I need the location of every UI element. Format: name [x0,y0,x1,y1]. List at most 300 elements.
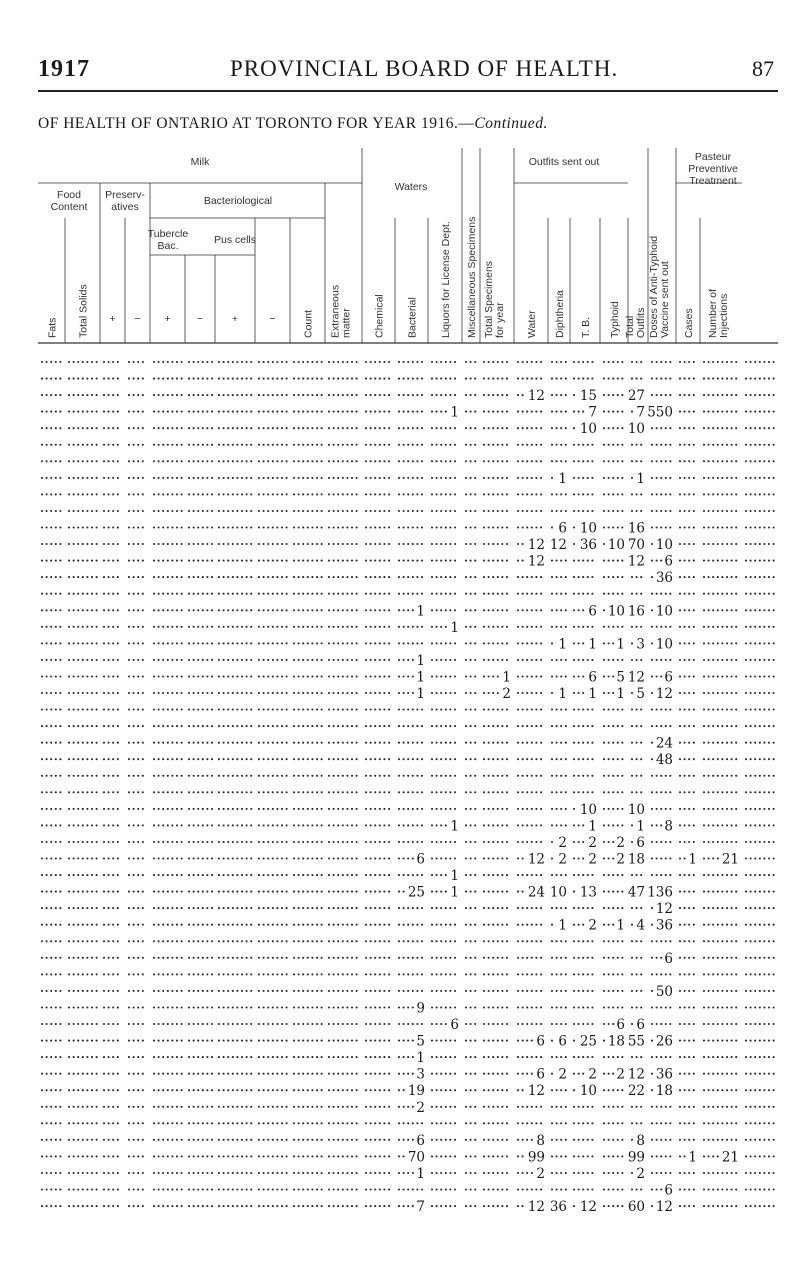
leader-dot [267,891,269,893]
leader-dot [383,857,385,859]
leader-dot [454,576,456,578]
leader-dot [82,924,84,926]
leader-dot [560,808,562,810]
leader-dot [68,675,70,677]
leader-dot [759,874,761,876]
leader-dot [374,427,376,429]
leader-dot [731,758,733,760]
leader-dot [374,742,376,744]
leader-dot [531,725,533,727]
leader-dot [656,857,658,859]
leader-dot [608,874,610,876]
leader-dot [684,692,686,694]
leader-dot [754,692,756,694]
leader-dot [351,543,353,545]
leader-dot [684,576,686,578]
leader-dot [660,394,662,396]
leader-dot [193,543,195,545]
leader-dot [342,742,344,744]
leader-dot [286,526,288,528]
leader-dot [181,609,183,611]
group-bacteriological: Bacteriological [203,195,273,207]
leader-dot [506,940,508,942]
leader-dot [582,708,584,710]
leader-dot [636,593,638,595]
leader-dot [206,708,208,710]
leader-dot [158,808,160,810]
leader-dot [158,973,160,975]
leader-dot [617,874,619,876]
leader-dot [112,493,114,495]
leader-dot [517,758,519,760]
leader-dot [202,560,204,562]
leader-dot [578,576,580,578]
leader-dot [403,708,405,710]
leader-dot [501,642,503,644]
leader-dot [421,526,423,528]
leader-dot [91,725,93,727]
leader-dot [321,609,323,611]
leader-dot [656,394,658,396]
leader-dot [158,742,160,744]
leader-dot [307,626,309,628]
leader-dot [302,411,304,413]
leader-dot [298,973,300,975]
leader-dot [416,444,418,446]
leader-dot [436,394,438,396]
leader-dot [293,394,295,396]
leader-dot [137,692,139,694]
leader-dot [286,444,288,446]
leader-dot [754,791,756,793]
leader-dot [492,609,494,611]
leader-dot [383,973,385,975]
leader-dot [241,775,243,777]
leader-dot [117,444,119,446]
leader-dot [137,742,139,744]
leader-dot [578,841,580,843]
leader-dot [202,526,204,528]
leader-dot [267,675,269,677]
leader-dot [263,808,265,810]
leader-dot [293,526,295,528]
leader-dot [506,411,508,413]
leader-dot [445,427,447,429]
leader-dot [522,543,524,545]
leader-dot [526,907,528,909]
leader-dot [735,526,737,528]
leader-dot [745,626,747,628]
leader-dot [167,626,169,628]
leader-dot [328,940,330,942]
leader-dot [679,411,681,413]
leader-dot [108,708,110,710]
leader-dot [227,725,229,727]
leader-dot [46,609,48,611]
leader-dot [68,725,70,727]
leader-dot [176,427,178,429]
leader-dot [416,874,418,876]
leader-dot [560,874,562,876]
leader-dot [193,477,195,479]
leader-dot [91,361,93,363]
leader-dot [703,841,705,843]
leader-dot [759,477,761,479]
leader-dot [726,907,728,909]
leader-dot [501,378,503,380]
leader-dot [421,642,423,644]
leader-dot [162,924,164,926]
leader-dot [82,940,84,942]
leader-dot [556,427,558,429]
leader-dot [763,378,765,380]
leader-dot [321,725,323,727]
leader-dot [153,411,155,413]
leader-dot [133,444,135,446]
leader-dot [158,659,160,661]
leader-dot [142,808,144,810]
leader-dot [535,626,537,628]
leader-dot [398,576,400,578]
leader-dot [556,824,558,826]
leader-dot [398,560,400,562]
leader-dot [41,808,43,810]
leader-dot [735,659,737,661]
leader-dot [316,775,318,777]
leader-dot [735,576,737,578]
leader-dot [591,510,593,512]
leader-dot [55,427,57,429]
leader-dot [356,593,358,595]
leader-dot [103,973,105,975]
leader-dot [167,758,169,760]
leader-dot [440,791,442,793]
leader-dot [474,493,476,495]
leader-dot [82,775,84,777]
leader-dot [449,361,451,363]
leader-dot [522,411,524,413]
leader-dot [328,675,330,677]
leader-dot [416,808,418,810]
leader-dot [388,411,390,413]
leader-dot [587,708,589,710]
leader-dot [474,411,476,413]
leader-dot [158,841,160,843]
leader-dot [46,477,48,479]
leader-dot [272,593,274,595]
leader-dot [551,642,553,644]
leader-dot [684,957,686,959]
leader-dot [108,361,110,363]
leader-dot [91,576,93,578]
leader-dot [370,957,372,959]
leader-dot [449,543,451,545]
leader-dot [117,957,119,959]
leader-dot [77,642,79,644]
leader-dot [302,824,304,826]
leader-dot [128,609,130,611]
leader-dot [232,543,234,545]
leader-dot [517,775,519,777]
leader-dot [617,593,619,595]
leader-dot [158,609,160,611]
leader-dot [46,692,48,694]
leader-dot [773,824,775,826]
leader-dot [197,642,199,644]
leader-dot [227,576,229,578]
leader-dot [636,659,638,661]
leader-dot [96,576,98,578]
leader-dot [316,510,318,512]
leader-dot [708,692,710,694]
leader-dot [307,477,309,479]
leader-dot [617,460,619,462]
leader-dot [272,510,274,512]
leader-dot [181,593,183,595]
leader-dot [497,394,499,396]
leader-dot [582,411,584,413]
leader-dot [108,874,110,876]
leader-dot [612,824,614,826]
leader-dot [492,725,494,727]
leader-dot [449,857,451,859]
leader-dot [197,907,199,909]
leader-dot [660,361,662,363]
leader-dot [298,560,300,562]
leader-dot [77,824,79,826]
leader-dot [176,742,178,744]
leader-dot [560,907,562,909]
leader-dot [603,775,605,777]
leader-dot [412,626,414,628]
leader-dot [55,808,57,810]
leader-dot [497,626,499,628]
leader-dot [578,924,580,926]
leader-dot [246,708,248,710]
leader-dot [337,874,339,876]
leader-dot [223,510,225,512]
leader-dot [46,940,48,942]
leader-dot [293,940,295,942]
leader-dot [218,361,220,363]
leader-dot [250,493,252,495]
leader-dot [246,444,248,446]
leader-dot [731,775,733,777]
leader-dot [356,361,358,363]
leader-dot [206,857,208,859]
leader-dot [346,675,348,677]
leader-dot [587,361,589,363]
leader-dot [768,609,770,611]
leader-dot [436,626,438,628]
leader-dot [82,725,84,727]
leader-dot [117,791,119,793]
leader-dot [383,692,385,694]
leader-dot [759,543,761,545]
leader-dot [286,973,288,975]
leader-dot [258,427,260,429]
leader-dot [250,907,252,909]
leader-dot [531,411,533,413]
leader-dot [272,907,274,909]
leader-dot [302,493,304,495]
leader-dot [202,725,204,727]
leader-dot [41,526,43,528]
leader-dot [167,791,169,793]
leader-dot [763,642,765,644]
page-number: 87 [752,56,774,81]
leader-dot [55,543,57,545]
leader-dot [551,791,553,793]
leader-dot [651,460,653,462]
leader-dot [50,708,52,710]
leader-dot [712,725,714,727]
leader-dot [440,758,442,760]
leader-dot [621,874,623,876]
leader-dot [267,874,269,876]
leader-dot [46,924,48,926]
leader-dot [258,543,260,545]
leader-dot [108,642,110,644]
leader-dot [497,560,499,562]
leader-dot [763,460,765,462]
leader-dot [117,510,119,512]
leader-dot [684,808,686,810]
leader-dot [560,940,562,942]
leader-dot [218,626,220,628]
leader-dot [651,940,653,942]
leader-dot [211,361,213,363]
leader-dot [167,940,169,942]
leader-dot [693,708,695,710]
leader-dot [232,394,234,396]
leader-dot [236,742,238,744]
leader-dot [55,973,57,975]
leader-dot [436,791,438,793]
leader-dot [281,394,283,396]
leader-dot [531,510,533,512]
leader-dot [307,775,309,777]
leader-dot [688,924,690,926]
leader-dot [171,560,173,562]
leader-dot [506,576,508,578]
col-label-bacterial: Bacterial [406,297,419,338]
leader-dot [267,758,269,760]
leader-dot [316,576,318,578]
leader-dot [440,510,442,512]
leader-dot [351,841,353,843]
leader-dot [302,526,304,528]
leader-dot [272,824,274,826]
leader-dot [582,957,584,959]
leader-dot [721,427,723,429]
leader-dot [50,907,52,909]
leader-dot [735,427,737,429]
leader-dot [86,940,88,942]
leader-dot [773,742,775,744]
leader-dot [636,444,638,446]
leader-dot [307,742,309,744]
leader-dot [608,692,610,694]
leader-dot [206,444,208,446]
leader-dot [703,775,705,777]
leader-dot [617,824,619,826]
leader-dot [311,808,313,810]
leader-dot [717,758,719,760]
leader-dot [117,526,119,528]
leader-dot [621,940,623,942]
leader-dot [263,957,265,959]
leader-dot [311,543,313,545]
leader-dot [197,692,199,694]
leader-dot [351,758,353,760]
leader-dot [708,626,710,628]
leader-dot [162,560,164,562]
leader-dot [454,841,456,843]
leader-dot [181,493,183,495]
leader-dot [587,510,589,512]
leader-dot [488,857,490,859]
leader-dot [59,626,61,628]
leader-dot [492,659,494,661]
leader-dot [445,973,447,975]
leader-dot [656,477,658,479]
leader-dot [333,444,335,446]
leader-dot [436,477,438,479]
leader-dot [370,924,372,926]
leader-dot [202,427,204,429]
leader-dot [73,477,75,479]
leader-dot [227,642,229,644]
leader-dot [73,427,75,429]
leader-dot [91,742,93,744]
leader-dot [488,659,490,661]
leader-dot [311,659,313,661]
leader-dot [41,874,43,876]
leader-dot [227,593,229,595]
leader-dot [703,874,705,876]
leader-dot [551,609,553,611]
leader-dot [276,642,278,644]
leader-dot [246,642,248,644]
leader-dot [497,708,499,710]
leader-dot [449,659,451,661]
leader-dot [591,460,593,462]
leader-dot [91,526,93,528]
leader-dot [492,742,494,744]
leader-dot [750,593,752,595]
leader-dot [726,642,728,644]
leader-dot [773,477,775,479]
leader-dot [522,791,524,793]
leader-dot [328,742,330,744]
leader-dot [608,378,610,380]
leader-dot [754,725,756,727]
leader-dot [474,543,476,545]
leader-dot [497,576,499,578]
leader-dot [356,841,358,843]
leader-dot [316,394,318,396]
leader-dot [578,940,580,942]
leader-dot [77,659,79,661]
leader-dot [551,460,553,462]
leader-dot [403,477,405,479]
leader-dot [703,808,705,810]
leader-dot [679,576,681,578]
leader-dot [250,841,252,843]
leader-dot [449,460,451,462]
leader-dot [153,510,155,512]
